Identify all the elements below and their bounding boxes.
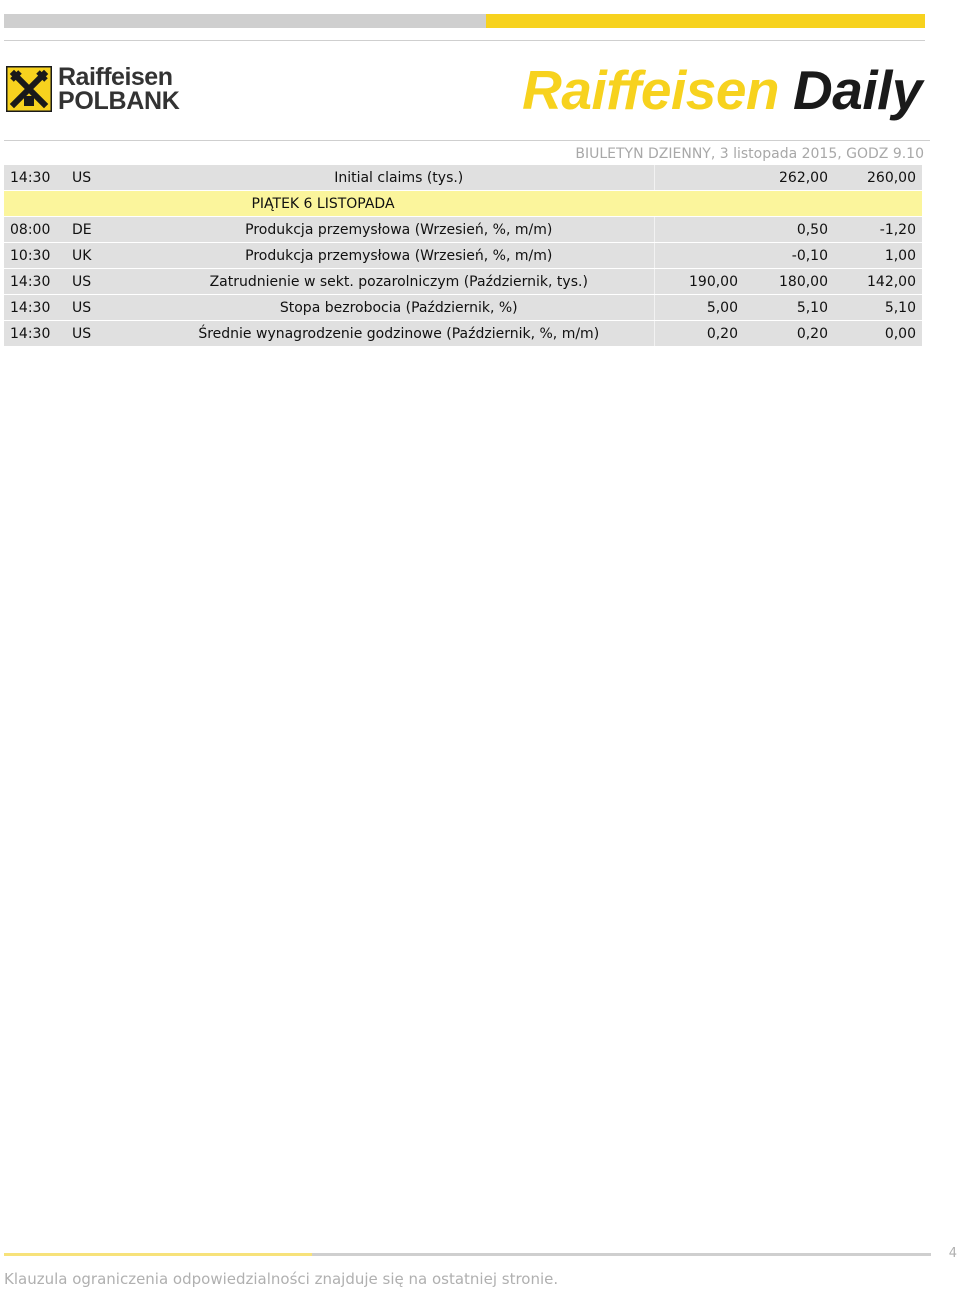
table-row bbox=[4, 321, 922, 347]
event-consensus: -0,10 bbox=[744, 243, 834, 269]
raiffeisen-crossed-gables-icon bbox=[6, 66, 52, 112]
event-name: Produkcja przemysłowa (Wrzesień, %, m/m) bbox=[144, 243, 654, 269]
table-row bbox=[4, 243, 922, 269]
day-header-label: PIĄTEK 6 LISTOPADA bbox=[4, 191, 922, 217]
event-country: UK bbox=[72, 243, 144, 269]
event-consensus: 0,20 bbox=[744, 321, 834, 347]
event-country: DE bbox=[72, 217, 144, 243]
event-time: 10:30 bbox=[4, 243, 72, 269]
event-previous: 0,00 bbox=[834, 321, 922, 347]
event-forecast: 0,20 bbox=[654, 321, 744, 347]
top-bar-yellow bbox=[486, 14, 925, 28]
logo-text-polbank: POLBANK bbox=[58, 87, 180, 115]
event-previous: -1,20 bbox=[834, 217, 922, 243]
event-forecast bbox=[654, 217, 744, 243]
event-name: Stopa bezrobocia (Październik, %) bbox=[144, 295, 654, 321]
event-previous: 1,00 bbox=[834, 243, 922, 269]
event-time: 14:30 bbox=[4, 321, 72, 347]
bulletin-date: BIULETYN DZIENNY, 3 listopada 2015, GODZ 9.10 bbox=[575, 146, 924, 162]
page-number: 4 bbox=[948, 1246, 957, 1261]
bottom-bar-yellow bbox=[4, 1253, 312, 1256]
event-country: US bbox=[72, 321, 144, 347]
event-forecast bbox=[654, 165, 744, 191]
table-row bbox=[4, 269, 922, 295]
event-country: US bbox=[72, 165, 144, 191]
table-row bbox=[4, 295, 922, 321]
macro-calendar-table bbox=[4, 165, 922, 347]
event-forecast: 190,00 bbox=[654, 269, 744, 295]
disclaimer: Klauzula ograniczenia odpowiedzialności znajduje się na ostatniej stronie. bbox=[4, 1270, 559, 1288]
brand-title-daily: Daily bbox=[793, 59, 922, 121]
raiffeisen-daily-title bbox=[522, 58, 922, 122]
day-header-row bbox=[4, 191, 922, 217]
event-previous: 142,00 bbox=[834, 269, 922, 295]
event-name: Zatrudnienie w sekt. pozarolniczym (Październik, tys.) bbox=[144, 269, 654, 295]
event-name: Initial claims (tys.) bbox=[144, 165, 654, 191]
event-consensus: 5,10 bbox=[744, 295, 834, 321]
header-rule bbox=[4, 140, 930, 141]
event-forecast bbox=[654, 243, 744, 269]
event-consensus: 0,50 bbox=[744, 217, 834, 243]
event-time: 14:30 bbox=[4, 165, 72, 191]
event-consensus: 180,00 bbox=[744, 269, 834, 295]
table-row bbox=[4, 217, 922, 243]
event-previous: 5,10 bbox=[834, 295, 922, 321]
event-time: 14:30 bbox=[4, 269, 72, 295]
bottom-bar-gray bbox=[312, 1253, 931, 1256]
top-rule bbox=[4, 40, 925, 41]
event-previous: 260,00 bbox=[834, 165, 922, 191]
event-country: US bbox=[72, 295, 144, 321]
table-row bbox=[4, 165, 922, 191]
brand-title-raiffeisen: Raiffeisen bbox=[522, 59, 780, 121]
event-country: US bbox=[72, 269, 144, 295]
logo-text-raiffeisen: Raiffeisen bbox=[58, 63, 173, 91]
event-time: 08:00 bbox=[4, 217, 72, 243]
event-forecast: 5,00 bbox=[654, 295, 744, 321]
event-time: 14:30 bbox=[4, 295, 72, 321]
event-consensus: 262,00 bbox=[744, 165, 834, 191]
raiffeisen-polbank-logo bbox=[6, 64, 186, 116]
event-name: Produkcja przemysłowa (Wrzesień, %, m/m) bbox=[144, 217, 654, 243]
top-bar-gray bbox=[4, 14, 486, 28]
event-name: Średnie wynagrodzenie godzinowe (Październik, %, m/m) bbox=[144, 321, 654, 347]
